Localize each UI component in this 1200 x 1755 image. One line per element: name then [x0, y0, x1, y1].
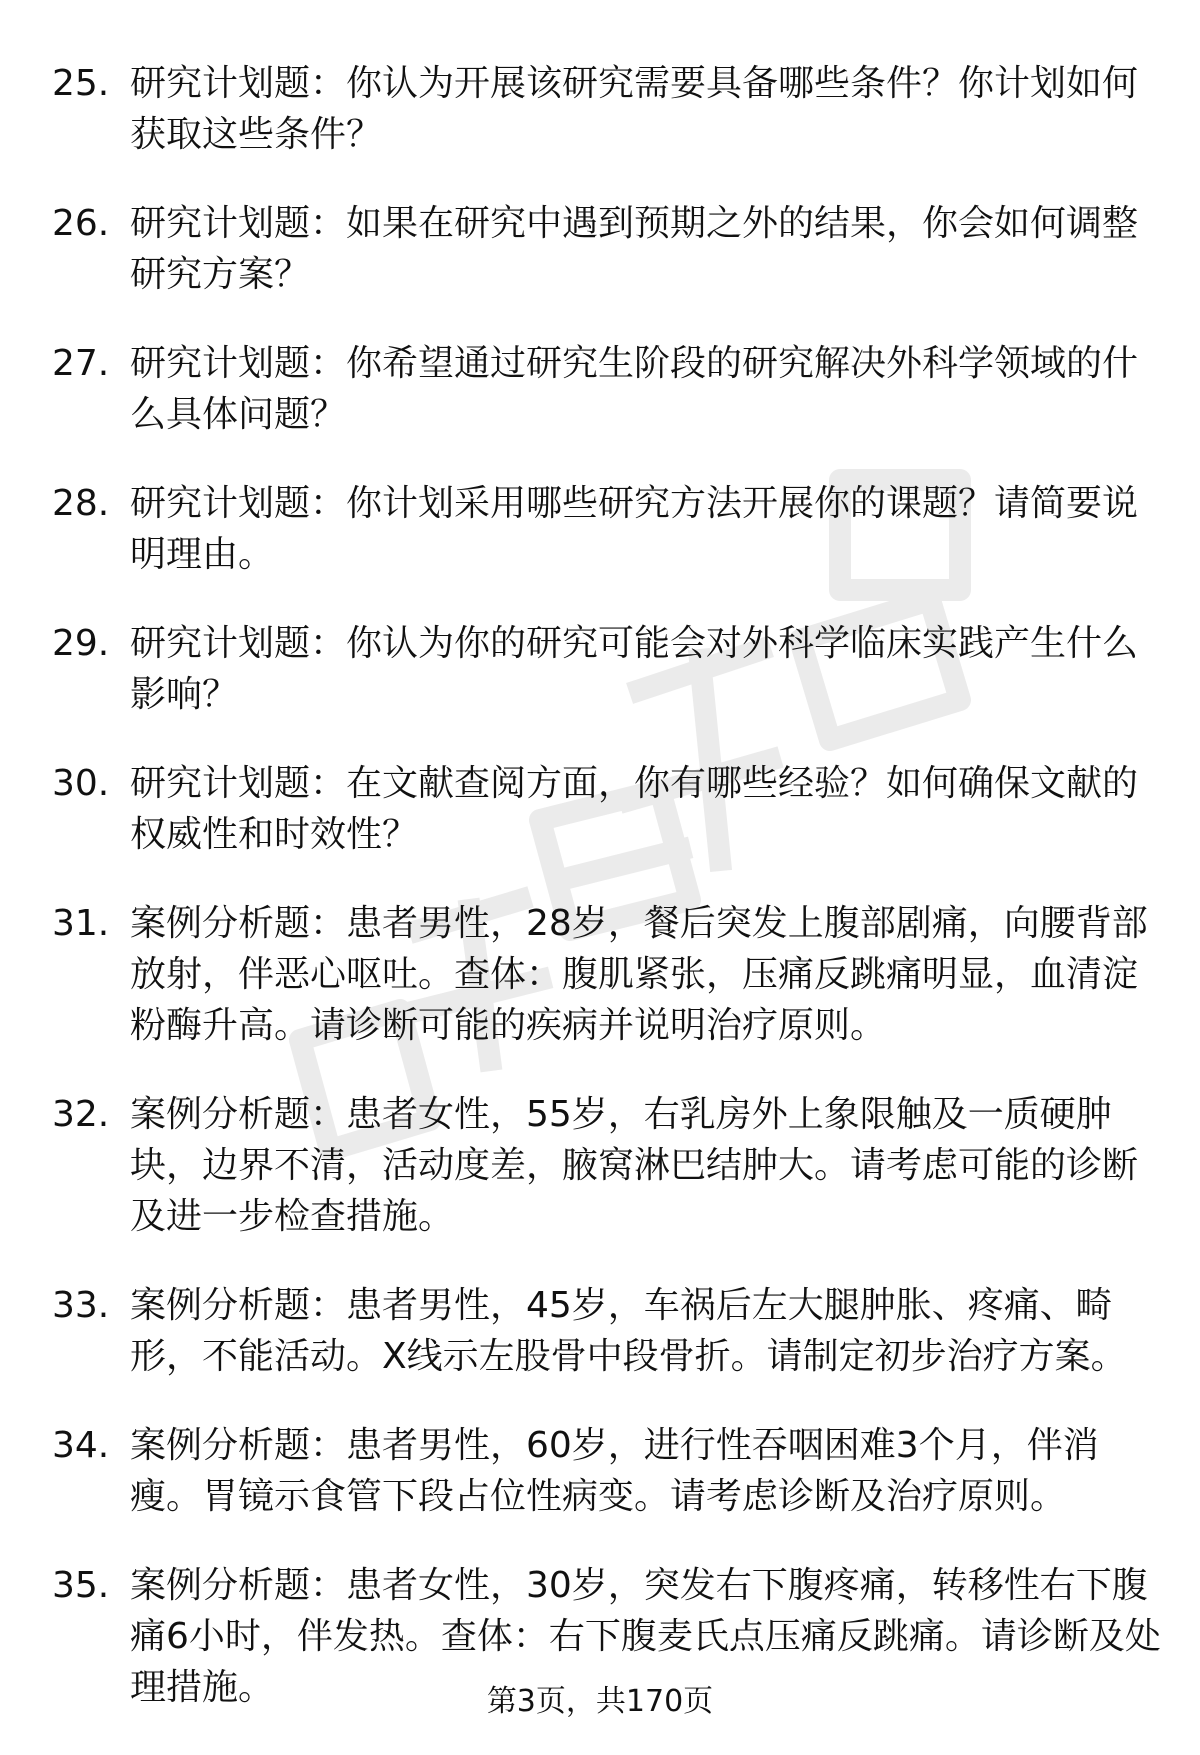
question-number: 27.	[52, 343, 110, 384]
question-item	[52, 1420, 1162, 1522]
question-text: 研究计划题：你希望通过研究生阶段的研究解决外科学领域的什么具体问题？	[130, 343, 1139, 435]
question-text: 研究计划题：你认为开展该研究需要具备哪些条件？你计划如何获取这些条件？	[130, 63, 1139, 155]
question-item	[52, 58, 1162, 160]
question-item	[52, 898, 1162, 1051]
question-text: 案例分析题：患者女性，30岁，突发右下腹疼痛，转移性右下腹痛6小时，伴发热。查体：右下腹麦氏点压痛反跳痛。请诊断及处理措施。	[130, 1565, 1161, 1708]
question-item	[52, 338, 1162, 440]
question-number: 32.	[52, 1094, 110, 1135]
question-text: 研究计划题：你计划采用哪些研究方法开展你的课题？请简要说明理由。	[130, 483, 1139, 575]
question-item	[52, 1089, 1162, 1242]
question-number: 28.	[52, 483, 110, 524]
question-item	[52, 618, 1162, 720]
question-list	[52, 58, 1162, 1751]
question-number: 34.	[52, 1425, 110, 1466]
question-item	[52, 758, 1162, 860]
question-number: 29.	[52, 623, 110, 664]
page-footer: 第3页，共170页	[486, 1684, 714, 1719]
question-text: 研究计划题：你认为你的研究可能会对外科学临床实践产生什么影响？	[130, 623, 1139, 715]
question-number: 25.	[52, 63, 110, 104]
question-text: 案例分析题：患者男性，28岁，餐后突发上腹部剧痛，向腰背部放射，伴恶心呕吐。查体：腹肌紧张，压痛反跳痛明显，血清淀粉酶升高。请诊断可能的疾病并说明治疗原则。	[130, 903, 1148, 1046]
question-item	[52, 198, 1162, 300]
question-number: 31.	[52, 903, 110, 944]
question-item	[52, 1280, 1162, 1382]
question-text: 研究计划题：如果在研究中遇到预期之外的结果，你会如何调整研究方案？	[130, 203, 1139, 295]
question-number: 30.	[52, 763, 110, 804]
question-number: 33.	[52, 1285, 110, 1326]
question-number: 26.	[52, 203, 110, 244]
question-number: 35.	[52, 1565, 110, 1606]
question-text: 研究计划题：在文献查阅方面，你有哪些经验？如何确保文献的权威性和时效性？	[130, 763, 1139, 855]
question-text: 案例分析题：患者男性，60岁，进行性吞咽困难3个月，伴消瘦。胃镜示食管下段占位性病变。请考虑诊断及治疗原则。	[130, 1425, 1099, 1517]
question-text: 案例分析题：患者女性，55岁，右乳房外上象限触及一质硬肿块，边界不清，活动度差，腋窝淋巴结肿大。请考虑可能的诊断及进一步检查措施。	[130, 1094, 1139, 1237]
question-item	[52, 478, 1162, 580]
question-text: 案例分析题：患者男性，45岁，车祸后左大腿肿胀、疼痛、畸形，不能活动。X线示左股骨中段骨折。请制定初步治疗方案。	[130, 1285, 1127, 1377]
